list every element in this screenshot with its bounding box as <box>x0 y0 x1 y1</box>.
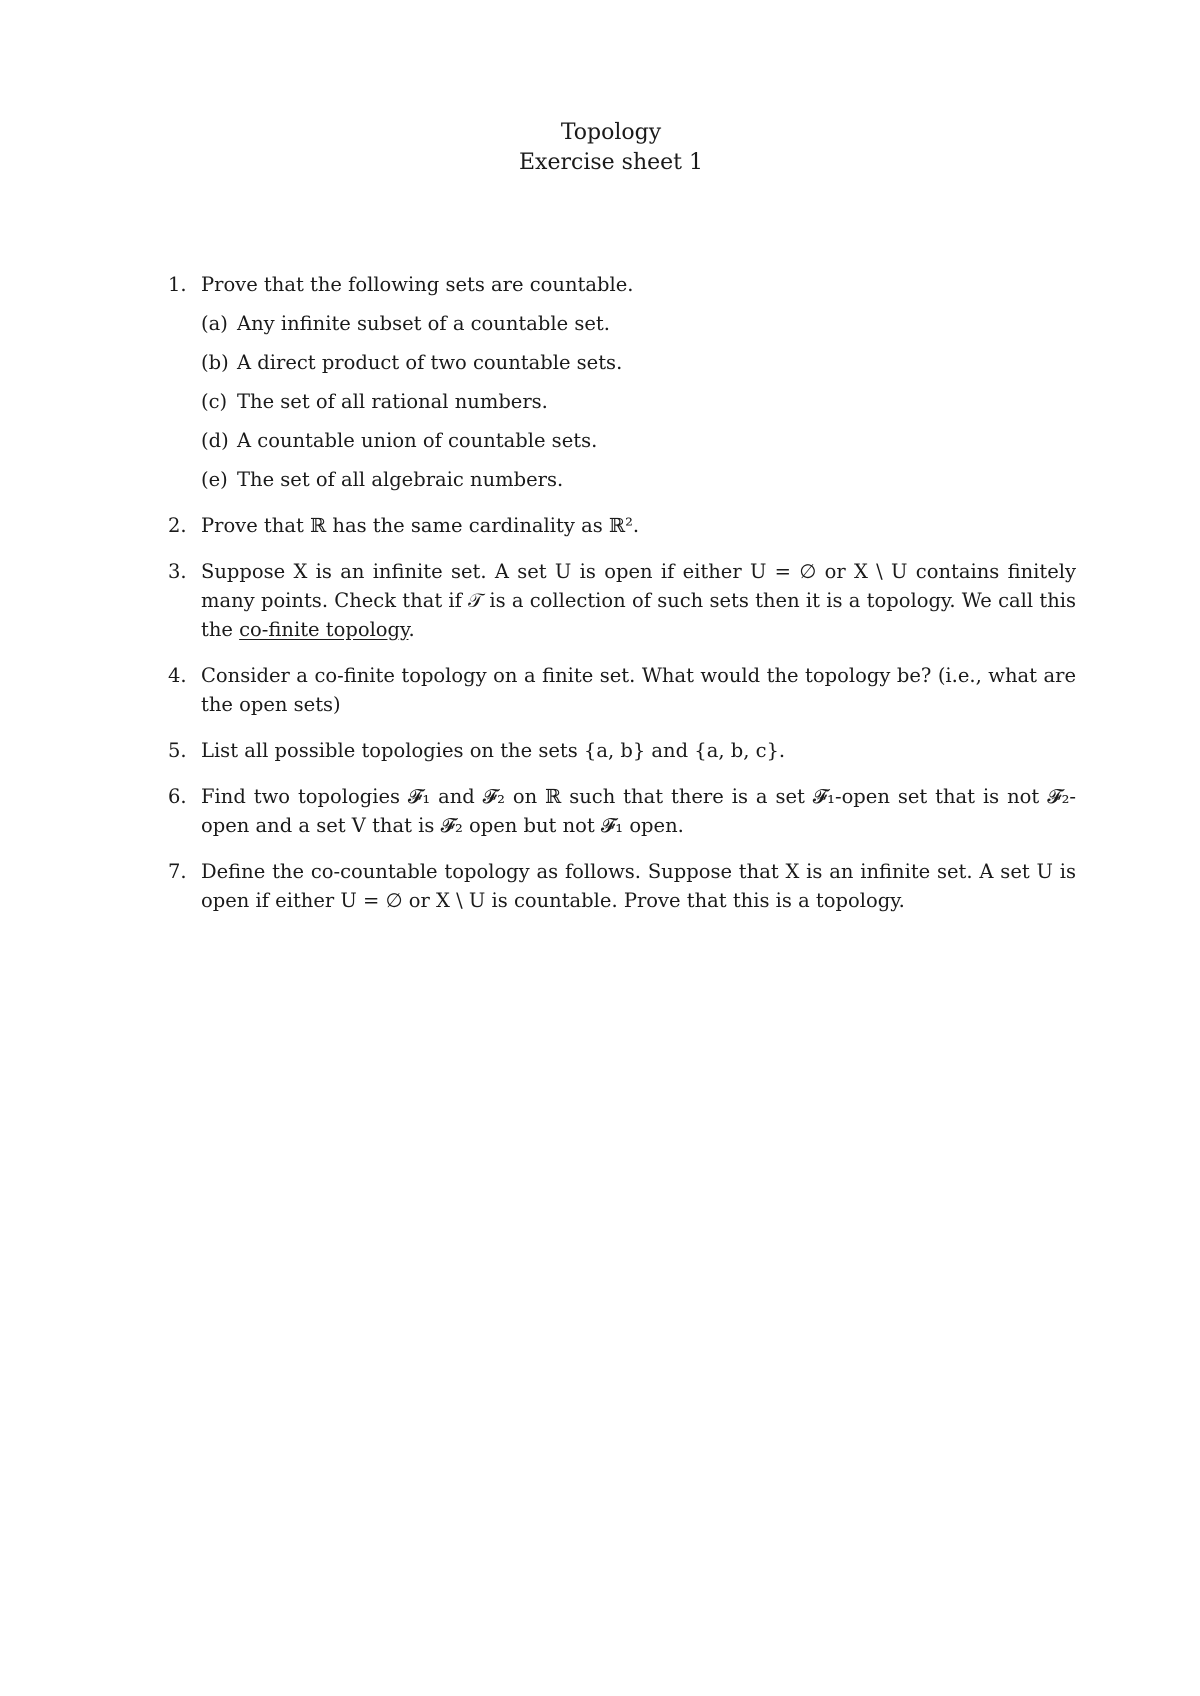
problem-text: Consider a co-finite topology on a finite set. What would the topology be? (i.e., what are the open sets) <box>201 664 1076 716</box>
subpart-text: A direct product of two countable sets. <box>237 351 623 374</box>
subpart-label: (c) <box>201 390 228 413</box>
subpart-text: The set of all algebraic numbers. <box>237 468 564 491</box>
subpart-d <box>201 426 1076 455</box>
problem-number: 4. <box>168 664 187 687</box>
subpart-label: (a) <box>201 312 228 335</box>
problem-number: 3. <box>168 560 187 583</box>
problem-1 <box>168 270 1076 494</box>
problem-7 <box>168 857 1076 915</box>
problem-6 <box>168 782 1076 840</box>
problem-number: 2. <box>168 514 187 537</box>
subpart-b <box>201 348 1076 377</box>
subpart-c <box>201 387 1076 416</box>
subpart-text: A countable union of countable sets. <box>237 429 598 452</box>
problem-number: 6. <box>168 785 187 808</box>
problem-5 <box>168 736 1076 765</box>
problem-text <box>201 557 1076 644</box>
problem-number: 5. <box>168 739 187 762</box>
problem-text-after: . <box>408 618 415 641</box>
subpart-text: The set of all rational numbers. <box>237 390 548 413</box>
problem-text: Prove that the following sets are countable. <box>201 273 634 296</box>
underlined-term: co-finite topology <box>239 618 409 641</box>
document-title: Topology <box>560 120 662 145</box>
subpart-a <box>201 309 1076 338</box>
problem-3 <box>168 557 1076 644</box>
subpart-e <box>201 465 1076 494</box>
problem-text: Prove that ℝ has the same cardinality as ℝ². <box>201 514 640 537</box>
subpart-list <box>201 309 1076 494</box>
problem-text-before: Suppose X is an infinite set. A set U is open if either U = ∅ or X \ U contains finitely many points. Check that if 𝒯 is a collection of such sets then it is a topology. We call this the <box>201 560 1076 641</box>
subpart-label: (b) <box>201 351 229 374</box>
subpart-label: (d) <box>201 429 229 452</box>
problem-list <box>168 270 1076 932</box>
header <box>0 118 1200 178</box>
problem-text: Find two topologies 𝓕₁ and 𝓕₂ on ℝ such that there is a set 𝓕₁-open set that is not 𝓕₂-open and a set V that is 𝓕₂ open but not 𝓕₁ open. <box>201 785 1076 837</box>
problem-2 <box>168 511 1076 540</box>
problem-text: Define the co-countable topology as follows. Suppose that X is an infinite set. A set U is open if either U = ∅ or X \ U is countable. Prove that this is a topology. <box>201 860 1076 912</box>
document-subtitle: Exercise sheet 1 <box>519 150 703 175</box>
problem-text: List all possible topologies on the sets {a, b} and {a, b, c}. <box>201 739 786 762</box>
subpart-label: (e) <box>201 468 228 491</box>
problem-4 <box>168 661 1076 719</box>
problem-number: 1. <box>168 273 187 296</box>
subpart-text: Any infinite subset of a countable set. <box>237 312 610 335</box>
problem-number: 7. <box>168 860 187 883</box>
